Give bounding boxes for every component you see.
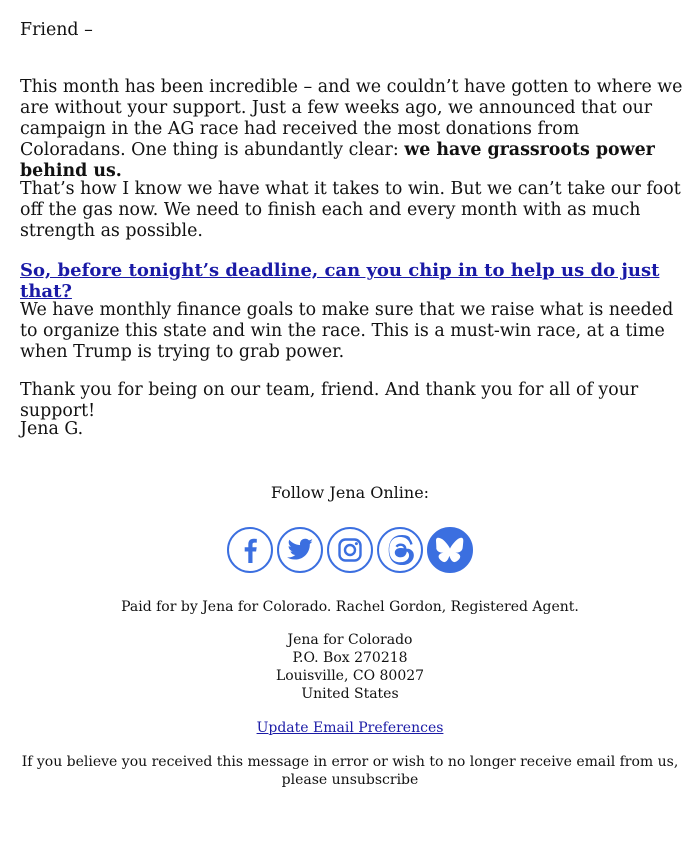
- update-preferences: [0, 719, 700, 737]
- paragraph-finance-goals: We have monthly finance goals to make sure that we raise what is needed to organize this state and win the race. This is a must-win race, at a time when Trump is trying to grab power.: [20, 300, 674, 363]
- address-org: Jena for Colorado: [287, 632, 413, 648]
- address-city: Louisville, CO 80027: [275, 668, 425, 684]
- threads-icon[interactable]: [377, 527, 423, 573]
- address-country: United States: [301, 686, 399, 702]
- paid-for-disclaimer: Paid for by Jena for Colorado. Rachel Gordon, Registered Agent.: [121, 599, 579, 615]
- social-links: [0, 527, 700, 577]
- facebook-icon[interactable]: [227, 527, 273, 573]
- paragraph-intro-bold: we have grassroots power behind us.: [20, 140, 655, 182]
- mailing-address: [0, 631, 700, 703]
- bluesky-icon[interactable]: [427, 527, 473, 573]
- donate-cta-link[interactable]: So, before tonight’s deadline, can you chip in to help us do just that?: [20, 260, 660, 302]
- cta-paragraph: [20, 260, 685, 302]
- paragraph-intro-text: This month has been incredible – and we couldn’t have gotten to where we are without your support. Just a few weeks ago, we announced that our campaign in the AG race had received the most donations from Coloradans. One thing is abundantly clear:: [20, 77, 683, 161]
- paragraph-thanks: Thank you for being on our team, friend. And thank you for all of your support!: [20, 380, 639, 422]
- update-email-preferences-link[interactable]: Update Email Preferences: [256, 720, 444, 736]
- signoff: Jena G.: [20, 419, 84, 440]
- follow-label: Follow Jena Online:: [270, 483, 430, 502]
- address-po-box: P.O. Box 270218: [292, 650, 408, 666]
- unsubscribe-notice[interactable]: If you believe you received this message in error or wish to no longer receive email from us, please unsubscribe: [21, 754, 679, 788]
- paragraph-intro: [20, 77, 685, 182]
- twitter-icon[interactable]: [277, 527, 323, 573]
- instagram-icon[interactable]: [327, 527, 373, 573]
- paragraph-momentum: That’s how I know we have what it takes to win. But we can’t take our foot off the gas now. We need to finish each and every month with as much strength as possible.: [20, 179, 681, 242]
- greeting: Friend –: [20, 20, 93, 40]
